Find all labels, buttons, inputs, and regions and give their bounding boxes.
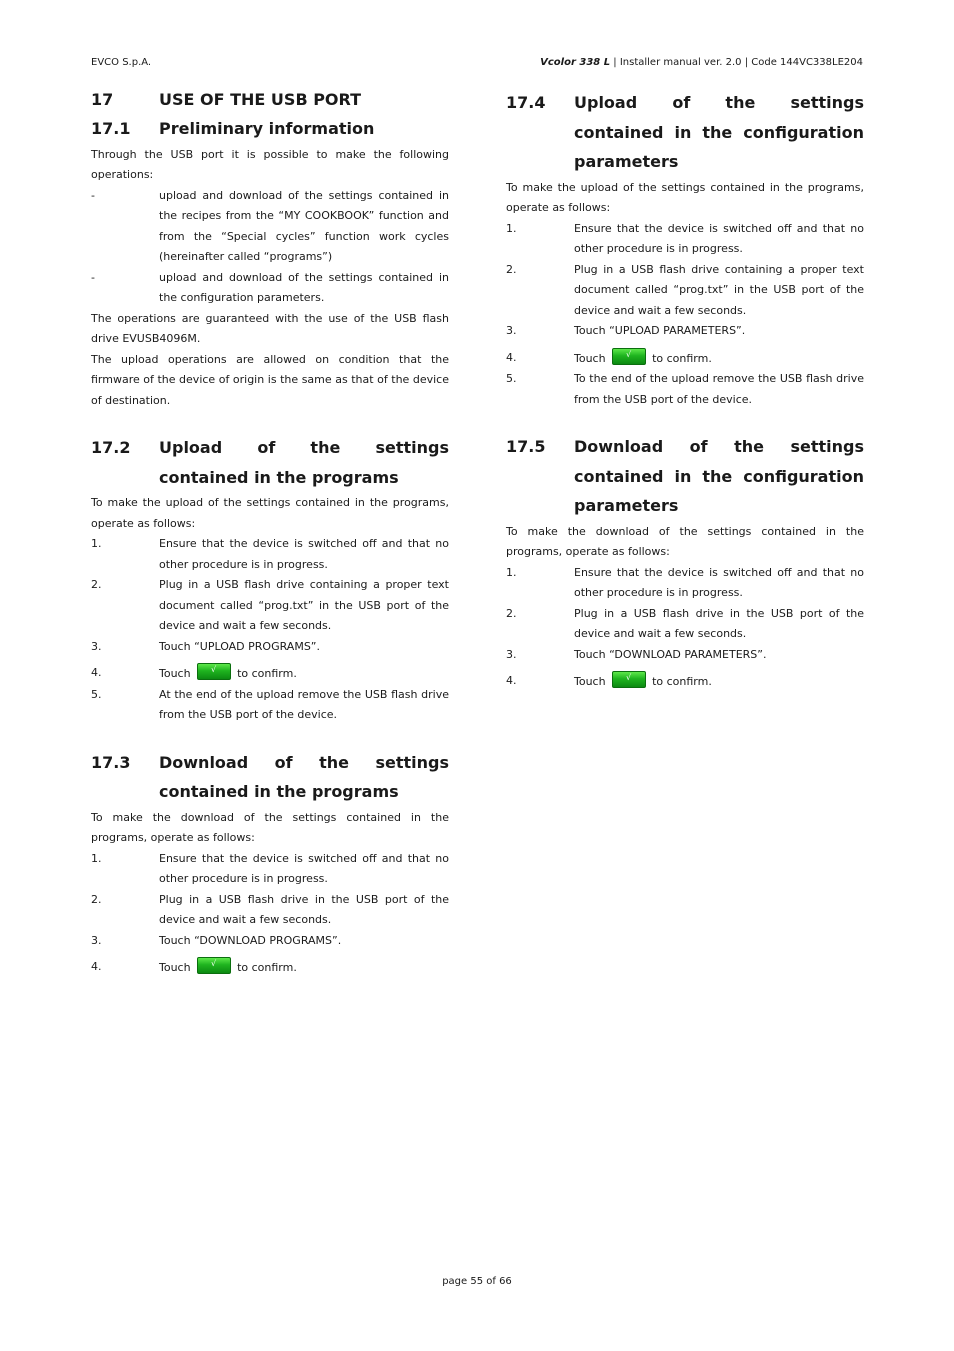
section-title: USE OF THE USB PORT xyxy=(159,90,362,109)
list-marker: 1. xyxy=(91,537,102,550)
page-number: page 55 of 66 xyxy=(442,1276,512,1287)
section-17-1-heading xyxy=(91,114,449,144)
list-marker: 3. xyxy=(506,647,517,661)
paragraph: The operations are guaranteed with the use of the USB flash drive EVUSB4096M. xyxy=(91,311,449,345)
confirm-button-image xyxy=(612,348,646,365)
list-item xyxy=(506,604,864,645)
list-marker: 2. xyxy=(506,262,517,276)
list-text: upload and download of the settings contained in the configuration parameters. xyxy=(159,270,449,304)
numbered-list xyxy=(91,849,449,979)
list-text: Touch “DOWNLOAD PROGRAMS”. xyxy=(159,933,342,947)
paragraph: To make the download of the settings contained in the programs, operate as follows: xyxy=(506,524,864,558)
list-item xyxy=(91,657,449,685)
section-number: 17.4 xyxy=(506,93,546,112)
list-text: Ensure that the device is switched off and that no other procedure is in progress. xyxy=(159,537,449,571)
check-icon: √ xyxy=(211,959,217,968)
section-title: Download of the settings contained in the programs xyxy=(159,752,449,801)
header-document-info xyxy=(540,56,863,69)
list-text: to confirm. xyxy=(237,961,297,974)
list-marker: 1. xyxy=(506,565,517,579)
list-marker: 2. xyxy=(91,578,102,591)
bullet-list xyxy=(91,186,449,309)
header-product: Vcolor 338 L xyxy=(540,57,611,68)
list-marker: 4. xyxy=(91,666,102,679)
section-title: Download of the settings contained in the configuration parameters xyxy=(574,437,864,515)
header-details: | Installer manual ver. 2.0 | Code 144VC338LE204 xyxy=(610,57,863,68)
list-text: Plug in a USB flash drive containing a proper text document called “prog.txt” in the USB port of the device and wait a few seconds. xyxy=(574,262,864,317)
section-title: Preliminary information xyxy=(159,119,375,138)
list-text: to confirm. xyxy=(652,351,712,365)
list-marker: 4. xyxy=(91,960,102,973)
list-marker: - xyxy=(91,270,95,284)
list-item xyxy=(91,685,449,726)
check-icon: √ xyxy=(211,665,217,674)
section-number: 17.3 xyxy=(91,752,131,772)
list-marker: 5. xyxy=(91,687,102,701)
confirm-button-image xyxy=(612,671,646,688)
list-marker: - xyxy=(91,188,95,202)
section-17-heading xyxy=(91,88,449,112)
list-marker: 5. xyxy=(506,372,517,385)
list-item xyxy=(506,563,864,604)
list-marker: 3. xyxy=(91,933,102,947)
list-text: Touch xyxy=(574,675,606,688)
list-text: Ensure that the device is switched off and that no other procedure is in progress. xyxy=(159,851,449,885)
confirm-button-image xyxy=(197,663,231,680)
paragraph: Through the USB port it is possible to make the following operations: xyxy=(91,147,449,181)
list-text: Touch xyxy=(574,351,606,365)
list-text: to confirm. xyxy=(237,667,297,680)
section-title: Upload of the settings contained in the configuration parameters xyxy=(574,93,864,171)
right-column xyxy=(506,88,864,693)
list-text: To the end of the upload remove the USB flash drive from the USB port of the device. xyxy=(574,372,864,406)
header-company: EVCO S.p.A. xyxy=(91,57,152,68)
list-text: Touch xyxy=(159,667,191,680)
list-text: Touch “UPLOAD PARAMETERS”. xyxy=(574,324,746,337)
list-marker: 2. xyxy=(506,606,517,620)
list-text: to confirm. xyxy=(652,675,712,688)
list-marker: 1. xyxy=(91,851,102,865)
list-item xyxy=(91,268,449,309)
check-icon: √ xyxy=(626,349,632,359)
section-number: 17.1 xyxy=(91,119,131,138)
list-item xyxy=(506,321,864,342)
list-marker: 3. xyxy=(506,324,517,337)
list-item xyxy=(506,665,864,693)
list-item xyxy=(91,849,449,890)
paragraph: To make the download of the settings contained in the programs, operate as follows: xyxy=(91,810,449,844)
list-text: upload and download of the settings contained in the recipes from the “MY COOKBOOK” function and from the “Special cycles” function work cycles (hereinafter called “programs”) xyxy=(159,188,449,263)
confirm-button-image xyxy=(197,957,231,974)
list-item xyxy=(91,534,449,575)
list-item xyxy=(91,637,449,658)
list-item xyxy=(91,186,449,268)
list-text: At the end of the upload remove the USB flash drive from the USB port of the device. xyxy=(159,687,449,721)
list-item xyxy=(506,260,864,322)
numbered-list xyxy=(506,563,864,693)
section-title: Upload of the settings contained in the programs xyxy=(159,438,449,487)
section-17-3-heading xyxy=(91,748,449,807)
list-item xyxy=(91,890,449,931)
list-item xyxy=(91,931,449,952)
list-item xyxy=(506,342,864,370)
list-marker: 4. xyxy=(506,350,517,364)
check-icon: √ xyxy=(626,673,632,682)
list-item xyxy=(506,219,864,260)
section-17-4-heading xyxy=(506,88,864,177)
list-item xyxy=(506,645,864,666)
list-text: Plug in a USB flash drive in the USB port of the device and wait a few seconds. xyxy=(159,892,449,926)
paragraph: To make the upload of the settings contained in the programs, operate as follows: xyxy=(506,180,864,214)
list-text: Ensure that the device is switched off and that no other procedure is in progress. xyxy=(574,221,864,255)
list-text: Touch “UPLOAD PROGRAMS”. xyxy=(159,639,320,653)
list-text: Plug in a USB flash drive containing a proper text document called “prog.txt” in the USB port of the device and wait a few seconds. xyxy=(159,578,449,632)
list-text: Touch “DOWNLOAD PARAMETERS”. xyxy=(574,647,767,661)
list-text: Plug in a USB flash drive in the USB port of the device and wait a few seconds. xyxy=(574,606,864,640)
numbered-list xyxy=(91,534,449,726)
list-marker: 1. xyxy=(506,221,517,235)
list-marker: 4. xyxy=(506,674,517,687)
section-number: 17.5 xyxy=(506,437,546,456)
list-text: Ensure that the device is switched off and that no other procedure is in progress. xyxy=(574,565,864,599)
list-item xyxy=(506,369,864,410)
list-item xyxy=(91,575,449,637)
list-text: Touch xyxy=(159,961,191,974)
section-17-2-heading xyxy=(91,433,449,492)
list-marker: 3. xyxy=(91,639,102,653)
paragraph: To make the upload of the settings contained in the programs, operate as follows: xyxy=(91,496,449,530)
section-17-5-heading xyxy=(506,432,864,521)
section-number: 17 xyxy=(91,90,114,109)
numbered-list xyxy=(506,219,864,411)
list-item xyxy=(91,951,449,979)
list-marker: 2. xyxy=(91,892,102,906)
section-number: 17.2 xyxy=(91,438,131,457)
left-column xyxy=(91,88,449,979)
paragraph: The upload operations are allowed on condition that the firmware of the device of origin is the same as that of the device of destination. xyxy=(91,352,449,407)
